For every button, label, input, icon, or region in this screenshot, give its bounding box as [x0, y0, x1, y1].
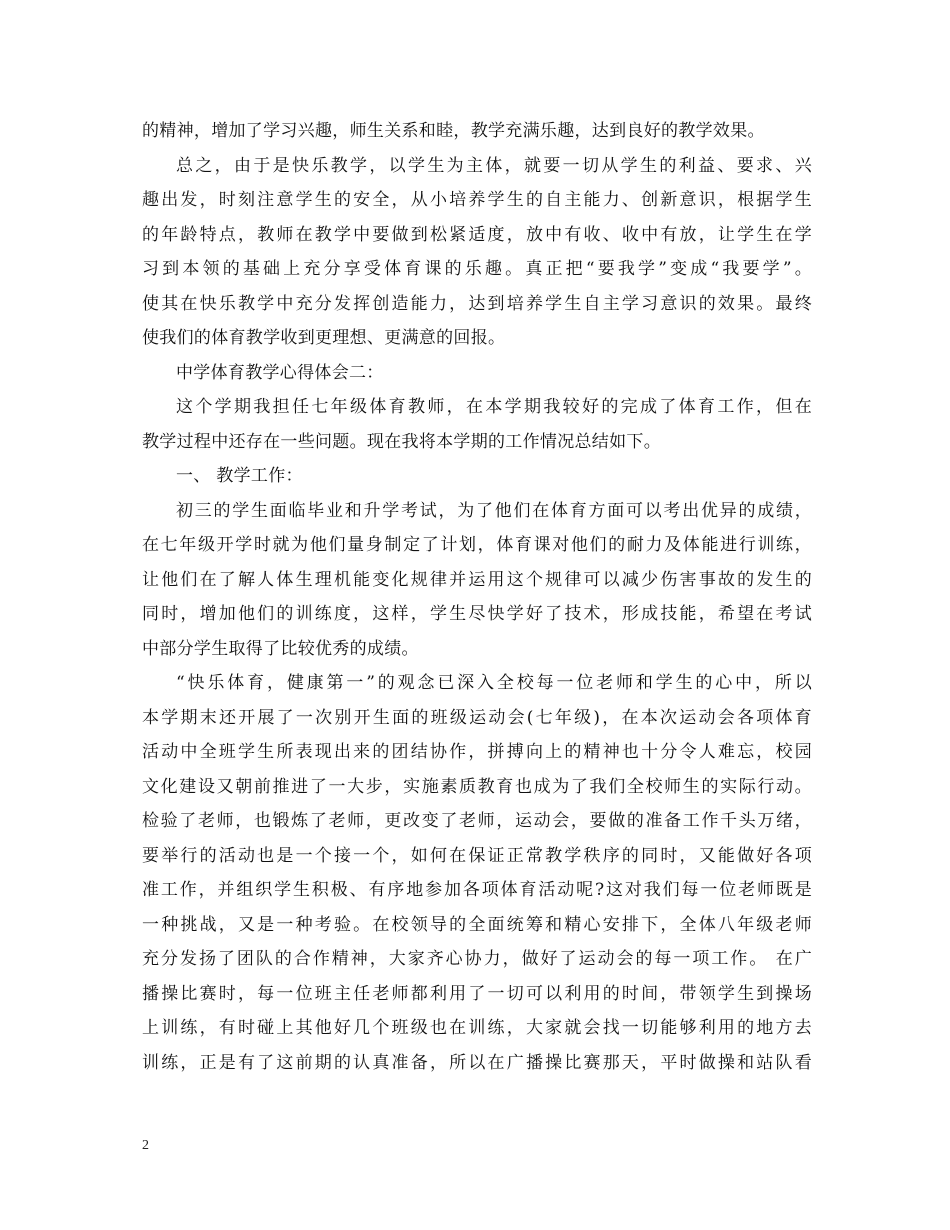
text-line: 总之，由于是快乐教学，以学生为主体，就要一切从学生的利益、要求、兴	[176, 155, 812, 176]
text-line: 准工作，并组织学生积极、有序地参加各项体育活动呢?这对我们每一位老师既是	[142, 880, 812, 900]
text-line: 检验了老师，也锻炼了老师，更改变了老师，运动会，要做的准备工作千头万绪，	[142, 811, 812, 831]
text-line: 播操比赛时，每一位班主任老师都利用了一切可以利用的时间，带领学生到操场	[142, 983, 812, 1004]
text-line: 同时，增加他们的训练度，这样，学生尽快学好了技术，形成技能，希望在考试	[142, 604, 812, 624]
page-number: 2	[142, 1138, 149, 1153]
text-line: 充分发扬了团队的合作精神，大家齐心协力，做好了运动会的每一项工作。 在广	[142, 949, 812, 969]
text-line: 趣出发，时刻注意学生的安全，从小培养学生的自主能力、创新意识，根据学生	[142, 190, 812, 210]
text-line: 让他们在了解人体生理机能变化规律并运用这个规律可以减少伤害事故的发生的	[142, 569, 812, 590]
text-line: “快乐体育，健康第一”的观念已深入全校每一位老师和学生的心中，所以	[176, 673, 812, 693]
text-line: 中学体育教学心得体会二：	[176, 362, 384, 383]
text-line: 本学期末还开展了一次别开生面的班级运动会(七年级)，在本次运动会各项体育	[142, 707, 812, 728]
text-line: 这个学期我担任七年级体育教师，在本学期我较好的完成了体育工作，但在	[176, 397, 812, 417]
text-line: 的年龄特点，教师在教学中要做到松紧适度，放中有收、收中有放，让学生在学	[142, 224, 812, 245]
text-line: 一种挑战，又是一种考验。在校领导的全面统筹和精心安排下，全体八年级老师	[142, 914, 812, 935]
text-line: 在七年级开学时就为他们量身制定了计划，体育课对他们的耐力及体能进行训练，	[142, 535, 812, 555]
text-line: 要举行的活动也是一个接一个，如何在保证正常教学秩序的同时，又能做好各项	[142, 845, 812, 866]
text-line: 的精神，增加了学习兴趣，师生关系和睦，教学充满乐趣，达到良好的教学效果。	[142, 121, 765, 141]
text-line: 一、 教学工作：	[176, 466, 303, 486]
text-line: 教学过程中还存在一些问题。现在我将本学期的工作情况总结如下。	[142, 431, 661, 452]
text-line: 习到本领的基础上充分享受体育课的乐趣。真正把“要我学”变成“我要学”。	[142, 259, 812, 279]
text-line: 使我们的体育教学收到更理想、更满意的回报。	[142, 328, 506, 348]
text-line: 文化建设又朝前推进了一大步，实施素质教育也成为了我们全校师生的实际行动。	[142, 776, 812, 797]
text-line: 上训练，有时碰上其他好几个班级也在训练，大家就会找一切能够利用的地方去	[142, 1018, 812, 1038]
text-line: 中部分学生取得了比较优秀的成绩。	[142, 638, 419, 659]
text-line: 使其在快乐教学中充分发挥创造能力，达到培养学生自主学习意识的效果。最终	[142, 293, 812, 314]
text-line: 活动中全班学生所表现出来的团结协作，拼搏向上的精神也十分令人难忘，校园	[142, 742, 812, 762]
text-line: 初三的学生面临毕业和升学考试，为了他们在体育方面可以考出优异的成绩，	[176, 500, 812, 521]
text-line: 训练，正是有了这前期的认真准备，所以在广播操比赛那天，平时做操和站队看	[142, 1052, 812, 1073]
document-body	[142, 114, 812, 1080]
